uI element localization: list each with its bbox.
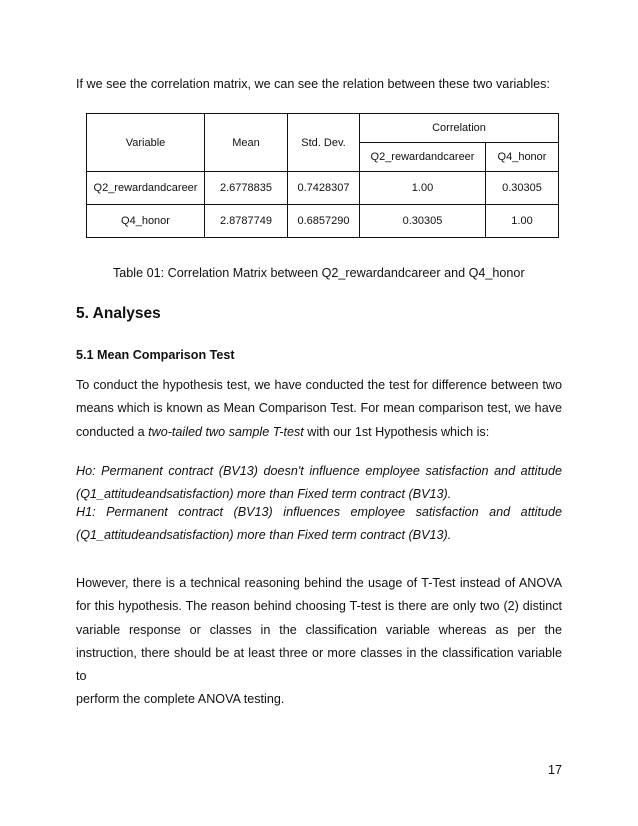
paragraph-line: means which is known as Mean Comparison Test. For mean comparison test, we have <box>76 401 562 416</box>
table-caption: Table 01: Correlation Matrix between Q2_rewardandcareer and Q4_honor <box>113 266 525 280</box>
cell-std-dev: 0.7428307 <box>288 172 360 205</box>
hypothesis-h1-line: H1: Permanent contract (BV13) influences employee satisfaction and attitude <box>76 504 562 519</box>
hypothesis-h0-line: Ho: Permanent contract (BV13) doesn't influence employee satisfaction and attitude <box>76 464 562 478</box>
cell-std-dev: 0.6857290 <box>288 205 360 238</box>
subsection-heading: 5.1 Mean Comparison Test <box>76 348 235 362</box>
paragraph-mean-comparison <box>76 374 562 444</box>
paragraph-line <box>76 421 562 444</box>
header-corr-col-2: Q4_honor <box>486 143 559 172</box>
table-row <box>87 172 559 205</box>
paragraph-line: To conduct the hypothesis test, we have conducted the test for difference between two <box>76 378 562 392</box>
cell-corr-1: 1.00 <box>360 172 486 205</box>
paragraph-line: for this hypothesis. The reason behind choosing T-test is there are only two (2) distinct <box>76 599 562 614</box>
cell-corr-1: 0.30305 <box>360 205 486 238</box>
page-number: 17 <box>548 763 563 777</box>
section-heading: 5. Analyses <box>76 305 161 322</box>
hypothesis-h0-line: (Q1_attitudeandsatisfaction) more than Fixed term contract (BV13). <box>76 487 452 502</box>
text-run: with our 1st Hypothesis which is: <box>303 424 490 439</box>
paragraph-line: However, there is a technical reasoning behind the usage of T-Test instead of ANOVA <box>76 576 562 590</box>
cell-mean: 2.6778835 <box>205 172 288 205</box>
correlation-table <box>86 113 559 238</box>
cell-corr-2: 0.30305 <box>486 172 559 205</box>
cell-corr-2: 1.00 <box>486 205 559 238</box>
header-std-dev: Std. Dev. <box>288 114 360 172</box>
paragraph-line: variable response or classes in the classification variable whereas as per the <box>76 622 562 637</box>
header-corr-col-1: Q2_rewardandcareer <box>360 143 486 172</box>
header-variable: Variable <box>87 114 205 172</box>
cell-variable: Q4_honor <box>87 205 205 238</box>
cell-mean: 2.8787749 <box>205 205 288 238</box>
emphasis-text: two-tailed two sample T-test <box>148 424 304 439</box>
paragraph-line: instruction, there should be at least three or more classes in the classification variable to <box>76 645 562 684</box>
paragraph-ttest-reasoning <box>76 572 562 712</box>
hypothesis-h1-line: (Q1_attitudeandsatisfaction) more than Fixed term contract (BV13). <box>76 527 452 542</box>
header-mean: Mean <box>205 114 288 172</box>
hypotheses-block <box>76 460 562 547</box>
table-header-row <box>87 114 559 143</box>
text-run: conducted a <box>76 424 149 439</box>
table-row <box>87 205 559 238</box>
paragraph-line: perform the complete ANOVA testing. <box>76 692 285 707</box>
intro-text: If we see the correlation matrix, we can see the relation between these two variables: <box>76 77 550 91</box>
header-correlation: Correlation <box>360 114 559 143</box>
cell-variable: Q2_rewardandcareer <box>87 172 205 205</box>
